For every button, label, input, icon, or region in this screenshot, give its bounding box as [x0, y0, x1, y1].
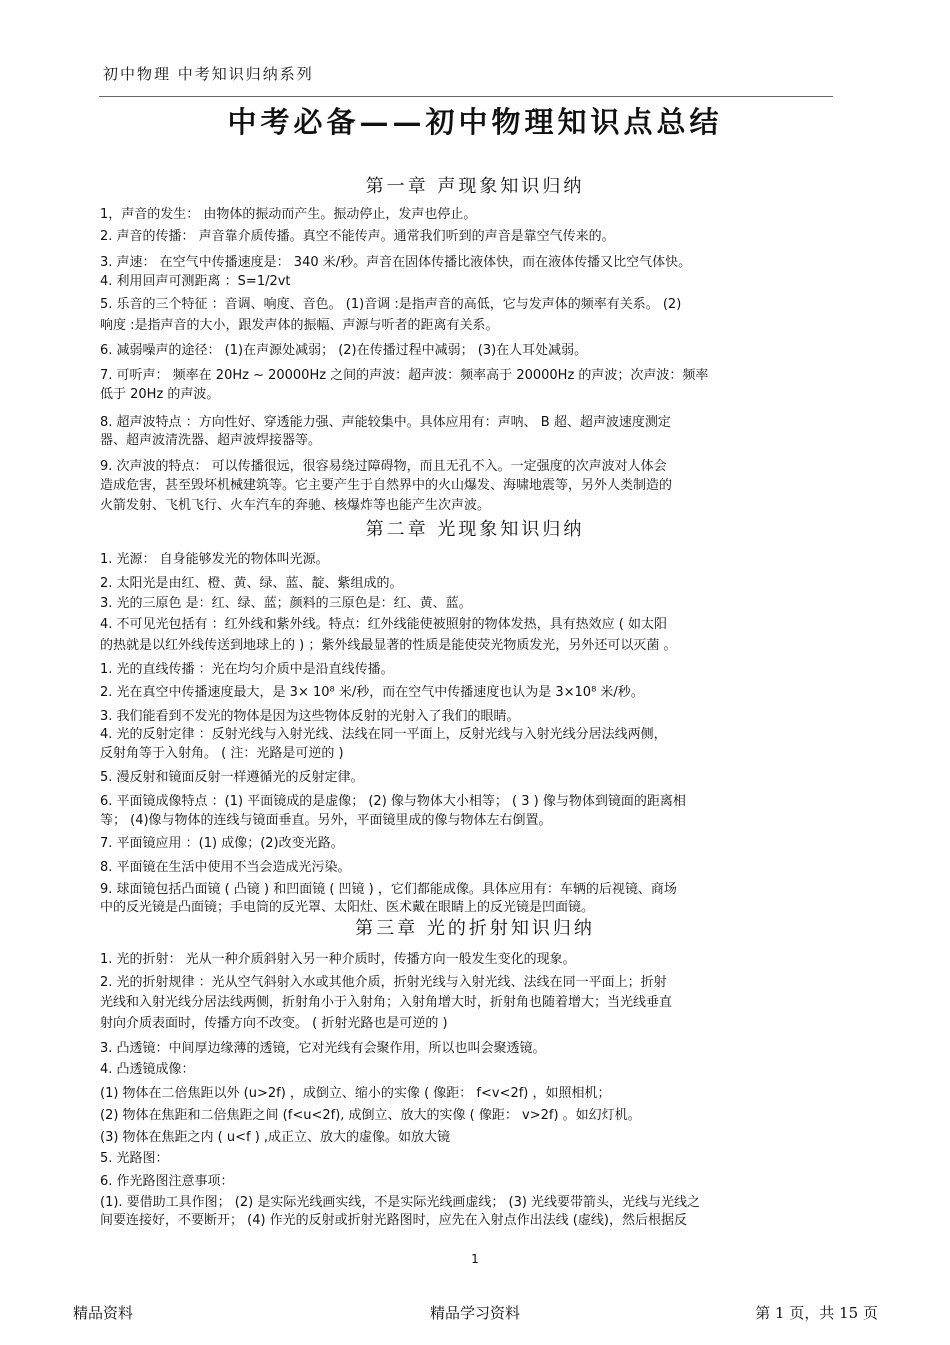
text-line: 8. 超声波特点 ：方向性好、穿透能力强、声能较集中。具体应用有：声呐、 B 超、超声波速度测定	[100, 415, 671, 430]
footer-page-info: 第 1 页，共 15 页	[755, 1304, 878, 1322]
text-line: 2. 声音的传播： 声音靠介质传播。真空不能传声。通常我们听到的声音是靠空气传来的。	[100, 229, 615, 244]
chapter-heading-3: 第三章 光的折射知识归纳	[355, 918, 595, 939]
footer-left: 精品资料	[73, 1304, 134, 1322]
text-line: 的热就是以红外线传送到地球上的 ) ；紫外线最显著的性质是能使荧光物质发光，另外还可以灭菌 。	[100, 638, 677, 653]
text-line: 5. 乐音的三个特征 ：音调、响度、音色。 (1)音调 :是指声音的高低，它与发声体的频率有关系。 (2)	[100, 297, 682, 312]
chapter-heading-2: 第二章 光现象知识归纳	[365, 519, 585, 540]
text-line: 4. 凸透镜成像：	[100, 1062, 195, 1077]
text-line: 3. 声速： 在空气中传播速度是： 340 米/秒。声音在固体传播比液体快，而在液体传播又比空气体快。	[100, 255, 692, 270]
text-line: 低于 20Hz 的声波。	[100, 387, 220, 402]
text-line: 器、超声波清洗器、超声波焊接器等。	[100, 433, 322, 448]
text-line: (2) 物体在焦距和二倍焦距之间 (f<u<2f), 成倒立、放大的实像 ( 像距： v>2f) 。如幻灯机。	[100, 1108, 641, 1123]
text-line: 响度 :是指声音的大小，跟发声体的振幅、声源与听者的距离有关系。	[100, 318, 499, 333]
text-line: 9. 次声波的特点： 可以传播很远，很容易绕过障碍物，而且无孔不入。一定强度的次声波对人体会	[100, 459, 667, 474]
header-rule	[99, 96, 833, 97]
text-line: 2. 光的折射规律 ：光从空气斜射入水或其他介质，折射光线与入射光线、法线在同一平面上；折射	[100, 975, 667, 990]
text-line: (1) 物体在二倍焦距以外 (u>2f) ，成倒立、缩小的实像 ( 像距： f<v<2f) ，如照相机；	[100, 1086, 611, 1101]
text-line: 等； (4)像与物体的连线与镜面垂直。另外，平面镜里成的像与物体左右倒置。	[100, 813, 552, 828]
text-line: 1. 光的折射： 光从一种介质斜射入另一种介质时，传播方向一般发生变化的现象。	[100, 952, 576, 967]
page-number: 1	[471, 1252, 479, 1266]
document-header: 初中物理 中考知识归纳系列	[103, 65, 314, 83]
text-line: 3. 凸透镜：中间厚边缘薄的透镜，它对光线有会聚作用，所以也叫会聚透镜。	[100, 1041, 546, 1056]
text-line: 6. 减弱噪声的途径： (1)在声源处减弱； (2)在传播过程中减弱； (3)在人耳处减弱。	[100, 343, 588, 358]
text-line: 5. 漫反射和镜面反射一样遵循光的反射定律。	[100, 770, 364, 785]
text-line: 光线和入射光线分居法线两侧，折射角小于入射角；入射角增大时，折射角也随着增大；当光线垂直	[100, 995, 673, 1010]
text-line: (1). 要借助工具作图； (2) 是实际光线画实线，不是实际光线画虚线； (3) 光线要带箭头，光线与光线之	[100, 1195, 701, 1210]
text-line: 5. 光路图：	[100, 1151, 169, 1166]
footer-center: 精品学习资料	[429, 1304, 520, 1322]
text-line: 8. 平面镜在生活中使用不当会造成光污染。	[100, 860, 351, 875]
text-line: 1. 光源： 自身能够发光的物体叫光源。	[100, 552, 329, 567]
text-line: (3) 物体在焦距之内 ( u<f ) ,成正立、放大的虚像。如放大镜	[100, 1130, 451, 1145]
page-title: 中考必备——初中物理知识点总结	[227, 105, 723, 139]
text-line: 间要连接好，不要断开； (4) 作光的反射或折射光路图时，应先在入射点作出法线 (虚线)，然后根据反	[100, 1213, 687, 1228]
text-line: 反射角等于入射角。 ( 注：光路是可逆的 )	[100, 746, 344, 761]
text-line: 射向介质表面时，传播方向不改变。 ( 折射光路也是可逆的 )	[100, 1016, 448, 1031]
text-line: 3. 我们能看到不发光的物体是因为这些物体反射的光射入了我们的眼睛。	[100, 709, 520, 724]
text-line: 6. 平面镜成像特点 ：(1) 平面镜成的是虚像； (2) 像与物体大小相等； ( 3 ) 像与物体到镜面的距离相	[100, 794, 686, 809]
text-line: 2. 太阳光是由红、橙、黄、绿、蓝、靛、紫组成的。	[100, 576, 403, 591]
chapter-heading-1: 第一章 声现象知识归纳	[365, 176, 585, 197]
text-line: 7. 可听声： 频率在 20Hz ~ 20000Hz 之间的声波：超声波：频率高于 20000Hz 的声波；次声波：频率	[100, 368, 709, 383]
text-line: 1. 光的直线传播 ：光在均匀介质中是沿直线传播。	[100, 662, 394, 677]
text-line: 4. 利用回声可测距离 ：S=1/2vt	[100, 274, 291, 289]
text-line: 3. 光的三原色 是：红、绿、蓝；颜料的三原色是：红、黄、蓝。	[100, 596, 472, 611]
text-line: 9. 球面镜包括凸面镜 ( 凸镜 ) 和凹面镜 ( 凹镜 ) ，它们都能成像。具体应用有：车辆的后视镜、商场	[100, 882, 677, 897]
text-line: 4. 光的反射定律 ：反射光线与入射光线、法线在同一平面上，反射光线与入射光线分居法线两侧，	[100, 727, 667, 742]
text-line: 2. 光在真空中传播速度最大，是 3× 10⁸ 米/秒，而在空气中传播速度也认为是 3×10⁸ 米/秒。	[100, 685, 644, 700]
text-line: 火箭发射、飞机飞行、火车汽车的奔驰、核爆炸等也能产生次声波。	[100, 498, 491, 513]
text-line: 7. 平面镜应用 ：(1) 成像；(2)改变光路。	[100, 836, 344, 851]
text-line: 4. 不可见光包括有 ：红外线和紫外线。特点：红外线能使被照射的物体发热，具有热效应 ( 如太阳	[100, 617, 668, 632]
text-line: 6. 作光路图注意事项：	[100, 1174, 234, 1189]
text-line: 造成危害，甚至毁坏机械建筑等。它主要产生于自然界中的火山爆发、海啸地震等，另外人类制造的	[100, 478, 673, 493]
text-line: 中的反光镜是凸面镜；手电筒的反光罩、太阳灶、医术戴在眼睛上的反光镜是凹面镜。	[100, 900, 595, 915]
text-line: 1，声音的发生： 由物体的振动而产生。振动停止，发声也停止。	[100, 207, 477, 222]
